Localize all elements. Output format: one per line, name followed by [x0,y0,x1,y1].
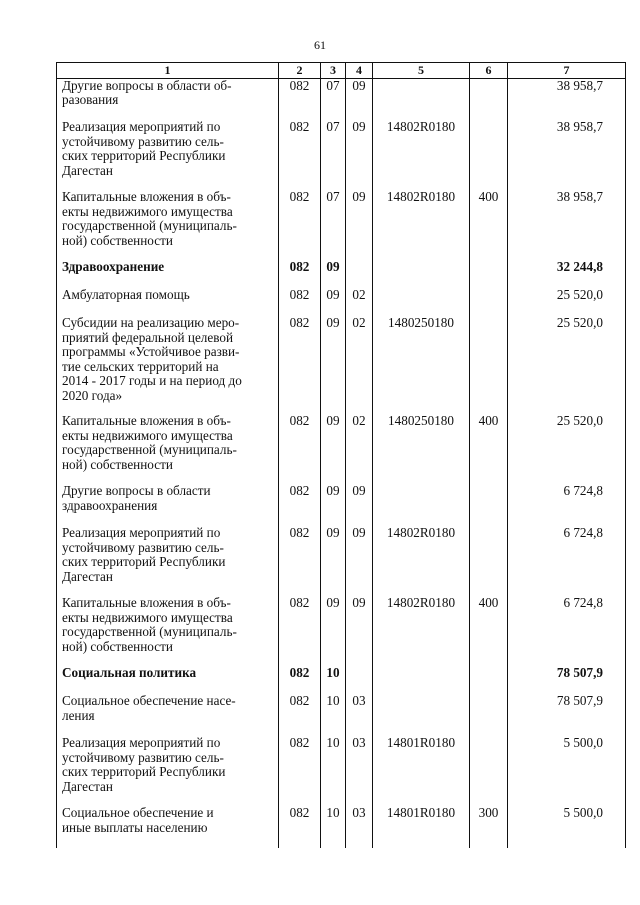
row-code-cell [470,666,508,694]
row-amount-cell: 25 520,0 [508,288,626,316]
row-code-cell [470,526,508,596]
row-name-cell: Реализация мероприятий по устойчивому развитию сель- ских территорий Республики Дагестан [57,526,279,596]
row-name-cell: Социальное обеспечение насе- ления [57,694,279,736]
column-header: 2 [279,63,321,79]
row-code-cell: 09 [321,596,346,666]
column-header: 5 [373,63,470,79]
row-amount-cell: 78 507,9 [508,666,626,694]
row-code-cell: 09 [346,526,373,596]
row-amount-cell: 5 500,0 [508,806,626,848]
row-code-cell: 09 [321,526,346,596]
row-code-cell [346,260,373,288]
row-code-cell: 400 [470,190,508,260]
column-header: 7 [508,63,626,79]
row-amount-cell: 78 507,9 [508,694,626,736]
row-code-cell: 02 [346,288,373,316]
row-code-cell: 400 [470,596,508,666]
row-code-cell [373,694,470,736]
row-code-cell: 10 [321,806,346,848]
row-code-cell: 02 [346,316,373,414]
row-code-cell: 14802R0180 [373,526,470,596]
table-row [57,190,626,260]
row-code-cell: 09 [346,78,373,120]
row-amount-cell: 6 724,8 [508,484,626,526]
row-name-cell: Реализация мероприятий по устойчивому развитию сель- ских территорий Республики Дагестан [57,736,279,806]
row-code-cell: 09 [346,596,373,666]
row-code-cell: 082 [279,736,321,806]
row-code-cell: 09 [346,484,373,526]
row-code-cell [470,484,508,526]
table-row [57,260,626,288]
row-name-cell: Социальная политика [57,666,279,694]
row-code-cell [470,260,508,288]
row-name-cell: Другие вопросы в области об- разования [57,78,279,120]
row-code-cell: 09 [321,288,346,316]
row-code-cell: 082 [279,596,321,666]
row-name-cell: Амбулаторная помощь [57,288,279,316]
table-row [57,806,626,848]
row-code-cell: 082 [279,288,321,316]
row-code-cell: 14801R0180 [373,806,470,848]
row-code-cell: 09 [321,414,346,484]
row-amount-cell: 38 958,7 [508,190,626,260]
table-row [57,120,626,190]
row-code-cell: 082 [279,694,321,736]
row-code-cell: 14801R0180 [373,736,470,806]
row-code-cell: 09 [321,484,346,526]
row-code-cell [373,484,470,526]
table-row [57,526,626,596]
row-amount-cell: 5 500,0 [508,736,626,806]
row-code-cell: 082 [279,666,321,694]
row-code-cell: 300 [470,806,508,848]
table-row [57,694,626,736]
row-code-cell: 082 [279,190,321,260]
row-code-cell: 07 [321,190,346,260]
table-body [57,78,626,848]
row-code-cell: 07 [321,78,346,120]
column-header: 3 [321,63,346,79]
row-amount-cell: 6 724,8 [508,526,626,596]
table-header-row [57,63,626,79]
row-code-cell [373,78,470,120]
table-row [57,78,626,120]
row-code-cell: 1480250180 [373,316,470,414]
column-header: 1 [57,63,279,79]
row-code-cell: 10 [321,694,346,736]
row-code-cell: 082 [279,806,321,848]
row-code-cell: 082 [279,78,321,120]
row-code-cell: 07 [321,120,346,190]
column-header: 4 [346,63,373,79]
row-code-cell: 1480250180 [373,414,470,484]
row-name-cell: Социальное обеспечение и иные выплаты населению [57,806,279,848]
row-amount-cell: 6 724,8 [508,596,626,666]
row-name-cell: Другие вопросы в области здравоохранения [57,484,279,526]
row-name-cell: Капитальные вложения в объ- екты недвижимого имущества государственной (муниципаль- ной) собственности [57,596,279,666]
row-code-cell [470,694,508,736]
row-name-cell: Реализация мероприятий по устойчивому развитию сель- ских территорий Республики Дагестан [57,120,279,190]
budget-table [56,62,626,848]
row-code-cell: 09 [321,316,346,414]
row-code-cell [470,736,508,806]
row-code-cell [346,666,373,694]
row-code-cell [470,78,508,120]
table-row [57,414,626,484]
row-code-cell [373,260,470,288]
table-row [57,288,626,316]
row-code-cell: 03 [346,806,373,848]
row-code-cell: 09 [346,190,373,260]
row-code-cell: 09 [321,260,346,288]
page-number: 61 [314,38,326,52]
row-amount-cell: 25 520,0 [508,414,626,484]
row-code-cell [373,666,470,694]
row-name-cell: Капитальные вложения в объ- екты недвижимого имущества государственной (муниципаль- ной) собственности [57,414,279,484]
row-code-cell: 082 [279,260,321,288]
table-row [57,316,626,414]
table-row [57,484,626,526]
row-code-cell: 14802R0180 [373,596,470,666]
row-code-cell: 082 [279,316,321,414]
row-code-cell [470,316,508,414]
row-code-cell [470,120,508,190]
row-code-cell: 082 [279,414,321,484]
table-row [57,666,626,694]
row-amount-cell: 25 520,0 [508,316,626,414]
row-code-cell: 082 [279,484,321,526]
row-amount-cell: 38 958,7 [508,78,626,120]
row-code-cell: 082 [279,526,321,596]
row-code-cell: 09 [346,120,373,190]
row-amount-cell: 32 244,8 [508,260,626,288]
row-code-cell: 10 [321,666,346,694]
table-row [57,596,626,666]
row-code-cell: 10 [321,736,346,806]
row-code-cell: 02 [346,414,373,484]
row-name-cell: Капитальные вложения в объ- екты недвижимого имущества государственной (муниципаль- ной) собственности [57,190,279,260]
row-code-cell [373,288,470,316]
row-code-cell: 03 [346,736,373,806]
row-code-cell: 14802R0180 [373,120,470,190]
row-code-cell: 03 [346,694,373,736]
row-code-cell [470,288,508,316]
row-amount-cell: 38 958,7 [508,120,626,190]
row-code-cell: 14802R0180 [373,190,470,260]
row-name-cell: Субсидии на реализацию меро- приятий федеральной целевой программы «Устойчивое разви- тие сельских территорий на 2014 - 2017 годы и на период до 2020 года» [57,316,279,414]
column-header: 6 [470,63,508,79]
row-code-cell: 082 [279,120,321,190]
table-row [57,736,626,806]
row-name-cell: Здравоохранение [57,260,279,288]
row-code-cell: 400 [470,414,508,484]
